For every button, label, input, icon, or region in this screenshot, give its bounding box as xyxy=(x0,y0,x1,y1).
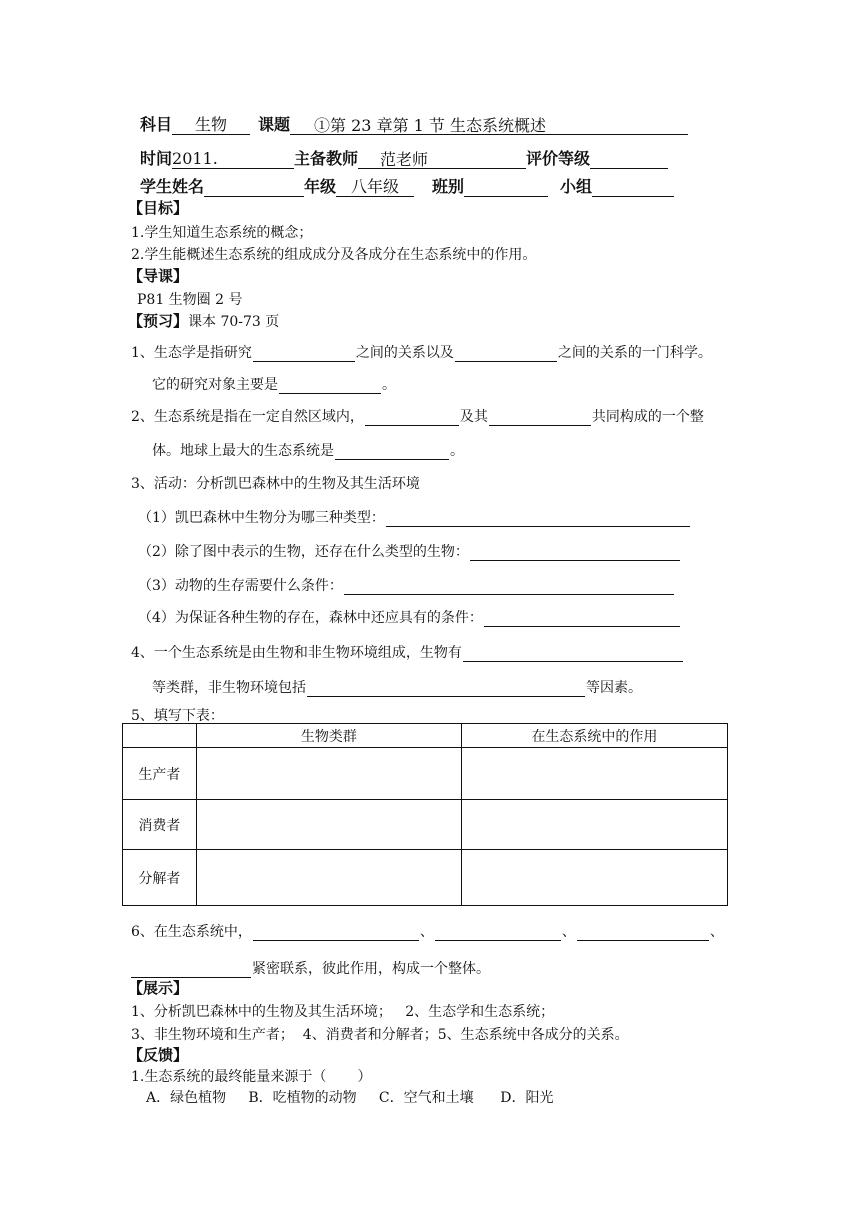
header-row-1 xyxy=(140,112,688,135)
grade-eval-field[interactable] xyxy=(590,150,668,169)
question-3-4: （4）为保证各种生物的存在，森林中还应具有的条件： xyxy=(138,607,681,627)
grade-value: 八年级 xyxy=(336,178,414,197)
student-label: 学生姓名 xyxy=(140,177,205,196)
answer-blank[interactable] xyxy=(455,346,557,362)
grade-label: 年级 xyxy=(304,177,337,196)
answer-cell[interactable] xyxy=(461,850,727,906)
subject-value: 生物 xyxy=(172,116,250,135)
table-header-cell: 在生态系统中的作用 xyxy=(461,724,727,748)
intro-title: 【导课】 xyxy=(128,267,189,285)
question-4: 4、一个生态系统是由生物和非生物环境组成，生物有 xyxy=(131,642,684,662)
answer-blank[interactable] xyxy=(470,545,680,561)
question-6-cont: 紧密联系，彼此作用，构成一个整体。 xyxy=(131,958,490,978)
table-header-cell: 生物类群 xyxy=(196,724,461,748)
table-row xyxy=(123,850,728,906)
row-label: 消费者 xyxy=(123,800,197,850)
feedback-question: 1.生态系统的最终能量来源于（ ） xyxy=(131,1069,372,1085)
goal-item: 1.学生知道生态系统的概念； xyxy=(131,225,313,241)
preview-title: 【预习】课本 70-73 页 xyxy=(128,312,280,330)
answer-blank[interactable] xyxy=(386,511,690,527)
ecosystem-table xyxy=(122,723,728,906)
class-label: 班别 xyxy=(432,177,465,196)
answer-cell[interactable] xyxy=(196,748,461,800)
table-row xyxy=(123,748,728,800)
answer-blank[interactable] xyxy=(577,925,709,941)
row-label: 分解者 xyxy=(123,850,197,906)
table-header-cell xyxy=(123,724,197,748)
question-3-3: （3）动物的生存需要什么条件： xyxy=(138,575,675,595)
question-6: 6、在生态系统中， 、 、 、 xyxy=(131,924,724,940)
answer-cell[interactable] xyxy=(461,800,727,850)
group-label: 小组 xyxy=(560,177,593,196)
grade-eval-label: 评价等级 xyxy=(526,149,591,168)
question-3-1: （1）凯巴森林中生物分为哪三种类型： xyxy=(138,507,691,527)
time-label: 时间 xyxy=(140,149,173,168)
question-2-cont: 体。地球上最大的生态系统是 。 xyxy=(152,443,464,459)
question-3-2: （2）除了图中表示的生物，还存在什么类型的生物： xyxy=(138,541,681,561)
time-value: 2011. xyxy=(172,150,294,169)
answer-blank[interactable] xyxy=(253,925,419,941)
answer-blank[interactable] xyxy=(463,646,683,662)
question-2: 2、生态系统是指在一定自然区域内， 及其 共同构成的一个整 xyxy=(131,409,704,425)
feedback-title: 【反馈】 xyxy=(128,1046,189,1064)
student-name-field[interactable] xyxy=(204,178,304,197)
question-1-cont: 它的研究对象主要是 。 xyxy=(152,377,396,393)
table-row xyxy=(123,800,728,850)
group-field[interactable] xyxy=(592,178,674,197)
preview-note: 课本 70-73 页 xyxy=(188,314,280,330)
teacher-label: 主备教师 xyxy=(294,149,359,168)
question-4-cont: 等类群，非生物环境包括 等因素。 xyxy=(152,680,642,696)
class-field[interactable] xyxy=(464,178,548,197)
header-row-2 xyxy=(140,146,668,169)
answer-blank[interactable] xyxy=(365,410,459,426)
answer-blank[interactable] xyxy=(131,962,251,978)
display-title: 【展示】 xyxy=(128,979,189,997)
answer-blank[interactable] xyxy=(344,579,674,595)
teacher-value: 范老师 xyxy=(358,151,526,169)
answer-blank[interactable] xyxy=(253,346,355,362)
answer-cell[interactable] xyxy=(196,800,461,850)
answer-blank[interactable] xyxy=(435,925,561,941)
topic-value: ①第 23 章第 1 节 生态系统概述 xyxy=(290,117,688,135)
feedback-options[interactable]: A．绿色植物 B．吃植物的动物 C．空气和土壤 D．阳光 xyxy=(146,1090,554,1106)
question-1: 1、生态学是指研究 之间的关系以及 之间的关系的一门科学。 xyxy=(131,345,712,361)
question-3: 3、活动：分析凯巴森林中的生物及其生活环境 xyxy=(131,476,420,492)
table-header-row xyxy=(123,724,728,748)
display-line: 3、非生物环境和生产者； 4、消费者和分解者；5、生态系统中各成分的关系。 xyxy=(131,1027,629,1043)
goals-title: 【目标】 xyxy=(128,199,189,217)
answer-blank[interactable] xyxy=(307,681,585,697)
answer-blank[interactable] xyxy=(279,378,381,394)
topic-label: 课题 xyxy=(258,115,291,134)
display-line: 1、分析凯巴森林中的生物及其生活环境； 2、生态学和生态系统； xyxy=(131,1004,555,1020)
answer-cell[interactable] xyxy=(461,748,727,800)
answer-blank[interactable] xyxy=(489,410,591,426)
subject-label: 科目 xyxy=(140,115,173,134)
answer-cell[interactable] xyxy=(196,850,461,906)
header-row-3 xyxy=(140,174,674,197)
answer-blank[interactable] xyxy=(484,611,680,627)
intro-text: P81 生物圈 2 号 xyxy=(137,292,243,308)
answer-blank[interactable] xyxy=(335,444,449,460)
row-label: 生产者 xyxy=(123,748,197,800)
question-5: 5、填写下表： xyxy=(131,708,224,724)
goal-item: 2.学生能概述生态系统的组成成分及各成分在生态系统中的作用。 xyxy=(131,247,537,263)
